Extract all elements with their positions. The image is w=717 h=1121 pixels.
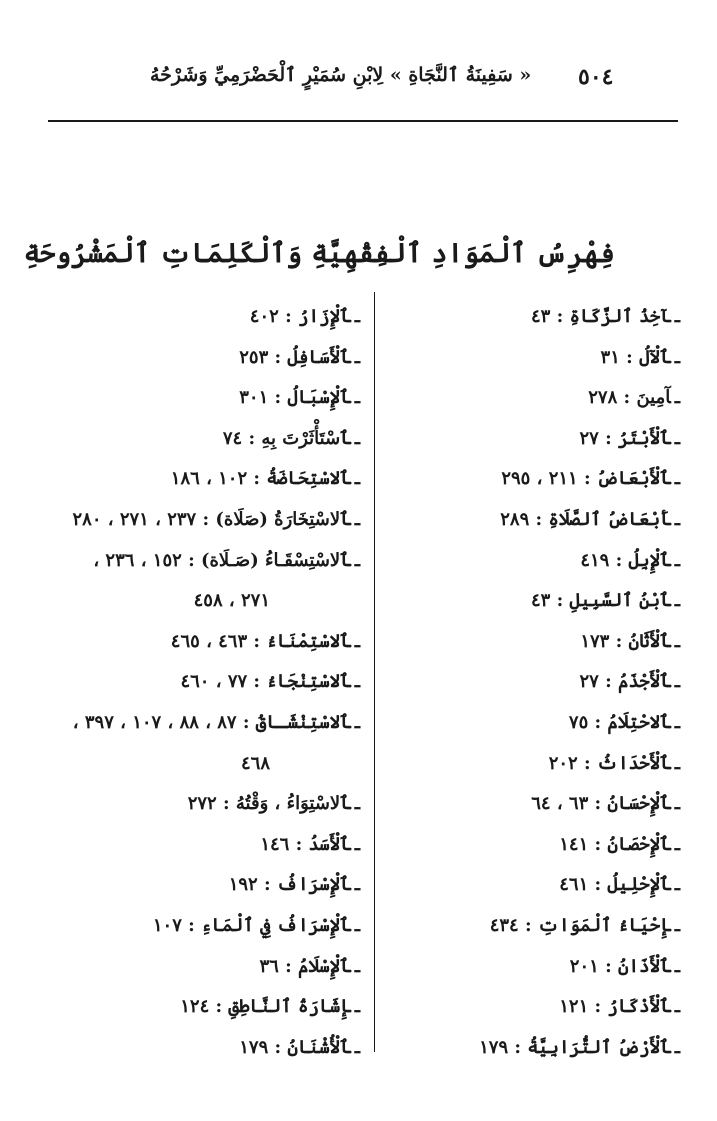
index-entry	[30, 581, 360, 622]
index-entry	[30, 622, 360, 663]
entry-text: ٱلْأَسَدُ : ١٤٦	[260, 833, 351, 855]
index-entry	[30, 744, 360, 785]
entry-dash: ـ	[354, 711, 360, 733]
entry-text: ٱلاحْتِلَامُ : ٧٥	[568, 711, 671, 733]
entry-dash: ـ	[354, 346, 360, 368]
index-entry	[390, 906, 680, 947]
entry-text: ٱلْإِسْلَامُ : ٣٦	[259, 955, 351, 977]
page-number: ٥٠٤	[578, 64, 614, 90]
index-entry	[30, 419, 360, 460]
entry-text: ٱلاسْتِسْقَـاءُ (صَـلَاة) : ١٥٢ ، ٢٣٦ ،	[93, 549, 351, 571]
index-entry	[390, 581, 680, 622]
entry-text: ٱلْإِسْرَافُ فِي ٱلْمَاءِ : ١٠٧	[152, 914, 351, 936]
entry-text: ٱلْإِبِلُ : ٤١٩	[580, 549, 671, 571]
entry-text: ٱلاسْتِخَارَةُ (صَلَاة) : ٢٣٧ ، ٢٧١ ، ٢٨٠	[72, 508, 351, 530]
entry-dash: ـ	[354, 549, 360, 571]
index-column-left	[30, 297, 360, 1068]
entry-dash: ـ	[354, 914, 360, 936]
index-entry	[30, 662, 360, 703]
index-entry	[390, 987, 680, 1028]
index-entry	[390, 459, 680, 500]
entry-dash: ـ	[674, 793, 680, 815]
entry-text: ٱلْإِحْلِيلُ : ٤٦١	[559, 874, 671, 896]
index-entry	[390, 297, 680, 338]
index-entry	[390, 1028, 680, 1069]
entry-text: ٱلْأَحْدَاثُ : ٢٠٢	[548, 752, 671, 774]
index-entry	[30, 784, 360, 825]
entry-dash: ـ	[354, 508, 360, 530]
entry-dash: ـ	[674, 590, 680, 612]
entry-text: ٱلاسْتِنْجَاءُ : ٧٧ ، ٤٦٠	[180, 671, 351, 693]
entry-dash: ـ	[674, 468, 680, 490]
entry-text: ٱلْإِزَارُ : ٤٠٢	[249, 306, 351, 327]
entry-text: إِشَارَةُ ٱلنَّاطِقِ : ١٢٤	[180, 996, 351, 1018]
index-entry	[390, 662, 680, 703]
running-header: « سَفِينَةُ ٱلنَّجَاةِ » لِابْنِ سُمَيْرٍ ٱلْحَضْرَمِيِّ وَشَرْحُهُ	[150, 64, 532, 86]
index-entry	[30, 865, 360, 906]
index-entry	[30, 1028, 360, 1069]
entry-dash: ـ	[674, 387, 680, 409]
entry-dash: ـ	[354, 306, 360, 327]
entry-text: ٱلاسْتِوَاءُ ، وَقْتُهُ : ٢٧٢	[187, 793, 351, 815]
entry-dash: ـ	[674, 630, 680, 652]
entry-dash: ـ	[674, 508, 680, 530]
index-entry	[390, 947, 680, 988]
index-entry	[390, 865, 680, 906]
index-entry	[390, 541, 680, 582]
entry-dash: ـ	[354, 996, 360, 1018]
index-entry	[30, 338, 360, 379]
entry-dash: ـ	[674, 427, 680, 449]
entry-text: آمِينَ : ٢٧٨	[588, 387, 671, 409]
index-entry	[390, 703, 680, 744]
header-rule	[48, 120, 678, 122]
entry-dash: ـ	[674, 752, 680, 774]
entry-text: ٱلاسْتِنْشَـاقُ : ٨٧ ، ٨٨ ، ١٠٧ ، ٣٩٧ ،	[72, 711, 351, 733]
entry-dash: ـ	[674, 1036, 680, 1058]
entry-dash: ـ	[674, 549, 680, 571]
column-divider	[374, 292, 375, 1052]
entry-text: ٱسْتَأْثَرْتَ بِهِ : ٧٤	[222, 427, 351, 449]
index-entry	[390, 419, 680, 460]
index-entry	[390, 338, 680, 379]
entry-text: ٱلْأَرْضُ ٱلتُّرَابِيَّةُ : ١٧٩	[479, 1036, 671, 1058]
index-entry	[30, 906, 360, 947]
index-entry	[30, 297, 360, 338]
index-title: فِهْرِسُ ٱلْمَوَادِ ٱلْفِقْهِيَّةِ وَٱلْكَلِمَاتِ ٱلْمَشْرُوحَةِ	[23, 238, 615, 269]
entry-dash: ـ	[354, 793, 360, 815]
index-entry	[30, 541, 360, 582]
entry-text: ٱلْإِسْبَالُ : ٣٠١	[239, 387, 351, 409]
entry-text: أَبْعَاضُ ٱلصَّلَاةِ : ٢٨٩	[500, 508, 671, 530]
entry-text: ٱلاسْتِحَاضَةُ : ١٠٢ ، ١٨٦	[170, 468, 351, 490]
index-entry	[390, 784, 680, 825]
index-column-right	[390, 297, 680, 1068]
entry-dash: ـ	[674, 711, 680, 733]
entry-text: ٱلْإِحْسَانُ : ٦٣ ، ٦٤	[531, 793, 671, 815]
index-entry	[30, 947, 360, 988]
index-entry	[390, 622, 680, 663]
entry-text: ٱلْآلُ : ٣١	[600, 346, 671, 368]
entry-dash: ـ	[354, 671, 360, 693]
index-entry	[390, 378, 680, 419]
entry-dash: ـ	[354, 1036, 360, 1058]
entry-text: ٱلْأَثَانُ : ١٧٣	[580, 630, 671, 652]
index-entry	[30, 987, 360, 1028]
index-entry	[30, 500, 360, 541]
entry-text: ٱبْنُ ٱلسَّبِيلِ : ٤٣	[531, 590, 671, 612]
index-entry	[30, 703, 360, 744]
entry-dash: ـ	[674, 996, 680, 1018]
entry-dash: ـ	[674, 346, 680, 368]
entry-text: ٱلْأَذَانُ : ٢٠١	[569, 955, 671, 977]
entry-text: ٱلْأَبْعَاضُ : ٢١١ ، ٢٩٥	[501, 468, 671, 490]
index-entry	[390, 744, 680, 785]
entry-dash: ـ	[674, 306, 680, 327]
entry-text: ٱلْأَجْذَمُ : ٢٧	[579, 671, 671, 693]
index-entry	[30, 378, 360, 419]
entry-dash: ـ	[354, 427, 360, 449]
entry-dash: ـ	[674, 671, 680, 693]
entry-text: ٱلْأَبْتَرُ : ٢٧	[579, 427, 671, 449]
index-entry	[390, 500, 680, 541]
entry-text: ٢٧١ ، ٤٥٨	[193, 590, 270, 612]
entry-dash: ـ	[354, 630, 360, 652]
entry-text: ٱلاسْتِمْنَاءُ : ٤٦٣ ، ٤٦٥	[170, 630, 351, 652]
entry-dash: ـ	[354, 955, 360, 977]
entry-dash: ـ	[354, 874, 360, 896]
index-entry	[390, 825, 680, 866]
index-entry	[30, 459, 360, 500]
entry-dash: ـ	[674, 955, 680, 977]
entry-dash: ـ	[354, 833, 360, 855]
entry-dash: ـ	[354, 387, 360, 409]
entry-text: ٱلْإِحْصَانُ : ١٤١	[559, 833, 671, 855]
entry-dash: ـ	[674, 874, 680, 896]
entry-dash: ـ	[354, 468, 360, 490]
entry-text: ٱلْإِسْرَافُ : ١٩٢	[228, 874, 351, 896]
entry-text: ٱلْأُشْنَانُ : ١٧٩	[239, 1036, 351, 1058]
entry-text: آخِذُ ٱلزَّكَاةِ : ٤٣	[531, 306, 671, 327]
entry-dash: ـ	[674, 914, 680, 936]
entry-dash: ـ	[674, 833, 680, 855]
entry-text: ٱلْأَذْكَارُ : ١٢١	[559, 996, 671, 1018]
entry-text: ٱلْأَسَافِلُ : ٢٥٣	[239, 346, 351, 368]
entry-text: ٤٦٨	[240, 752, 270, 774]
entry-text: إِحْيَاءُ ٱلْمَوَاتِ : ٤٣٤	[489, 914, 671, 936]
index-entry	[30, 825, 360, 866]
